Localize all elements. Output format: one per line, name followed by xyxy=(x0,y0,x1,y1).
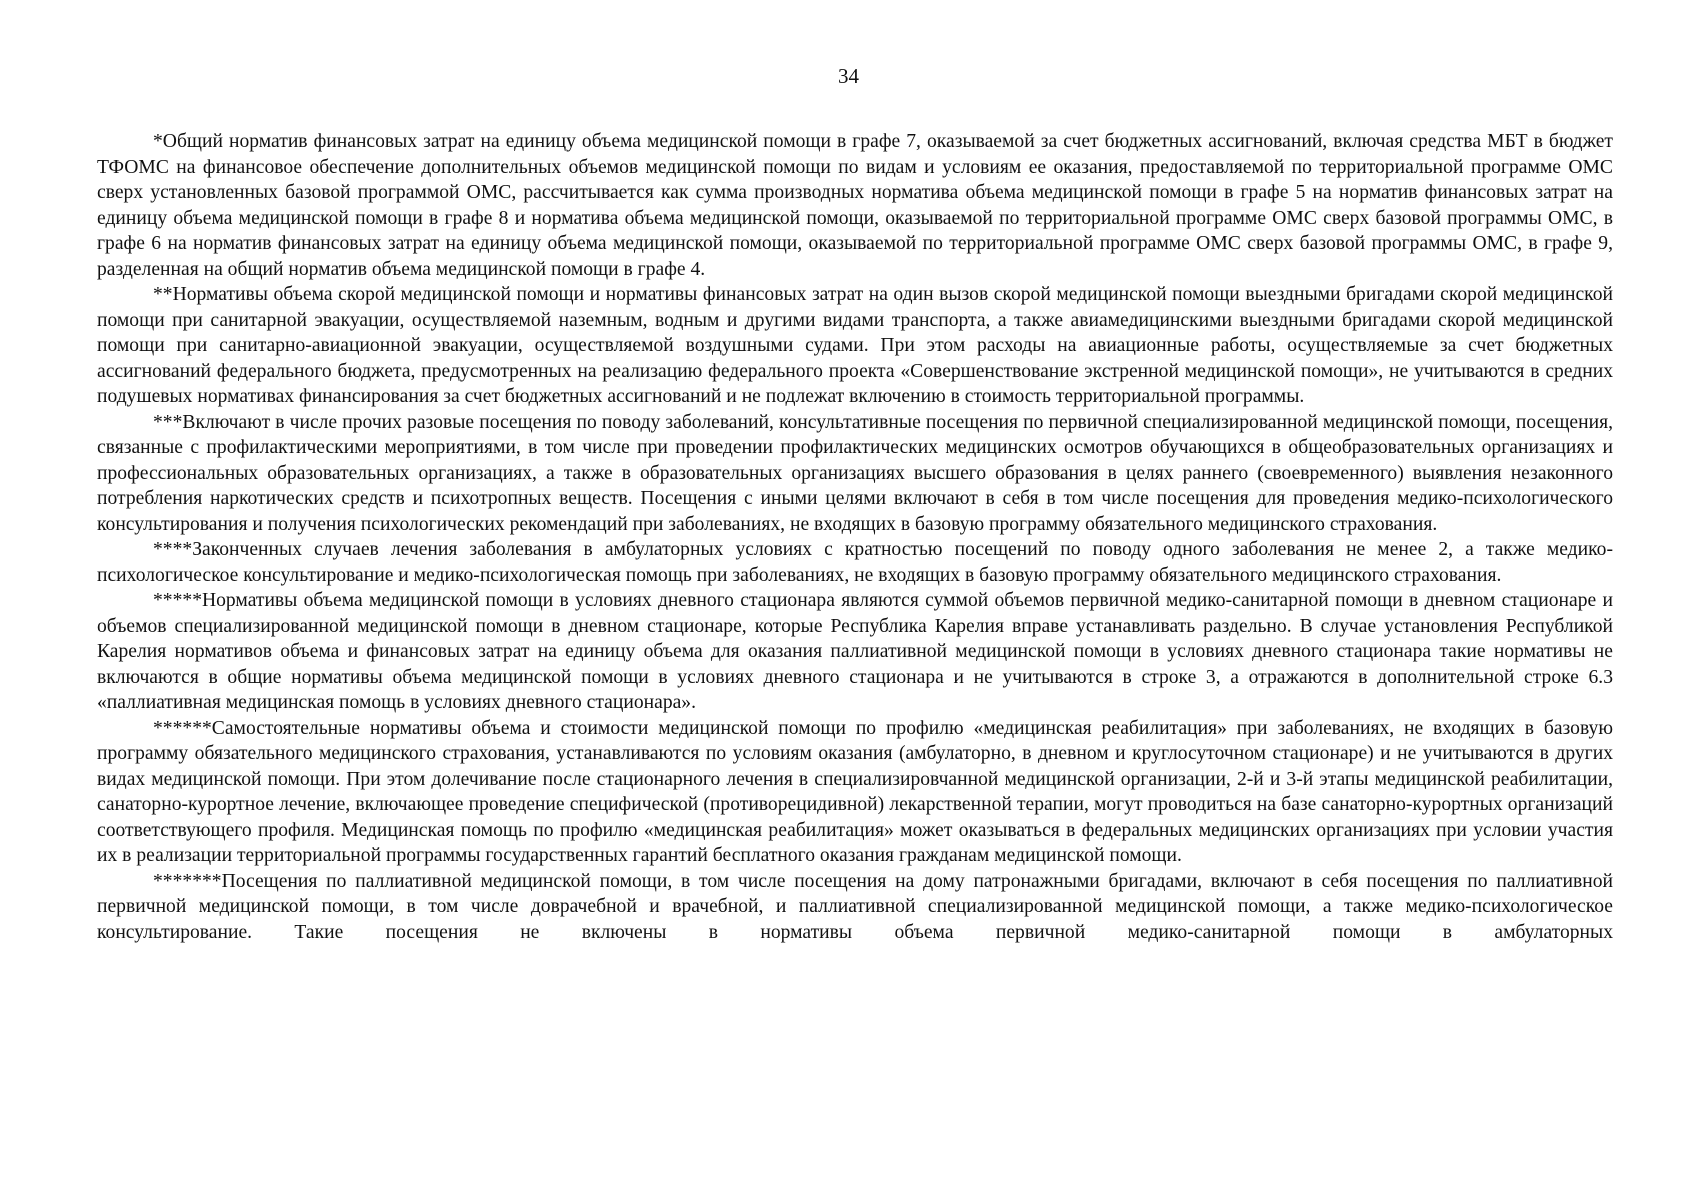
page-number: 34 xyxy=(838,64,859,88)
footnote-4: ****Законченных случаев лечения заболевания в амбулаторных условиях с кратностью посещений по поводу одного заболевания не менее 2, а также медико-психологическое консультирование и медико-психологическая помощь при заболеваниях, не входящих в базовую программу обязательного медицинского страхования. xyxy=(97,539,1613,586)
footnote-2: **Нормативы объема скорой медицинской помощи и нормативы финансовых затрат на один вызов скорой медицинской помощи выездными бригадами скорой медицинской помощи при санитарной эвакуации, осуществляемой наземным, водным и другими видами транспорта, а также авиамедицинскими выездными бригадами скорой медицинской помощи при санитарно-авиационной эвакуации, осуществляемой воздушными судами. При этом расходы на авиационные работы, осуществляемые за счет бюджетных ассигнований федерального бюджета, предусмотренных на реализацию федерального проекта «Совершенствование экстренной медицинской помощи», не учитываются в средних подушевых нормативах финансирования за счет бюджетных ассигнований и не подлежат включению в стоимость территориальной программы. xyxy=(97,284,1613,407)
footnotes-section xyxy=(97,129,1613,945)
footnote-5: *****Нормативы объема медицинской помощи в условиях дневного стационара являются суммой объемов первичной медико-санитарной помощи в дневном стационаре и объемов специализированной медицинской помощи в дневном стационаре, которые Республика Карелия вправе устанавливать раздельно. В случае установления Республикой Карелия нормативов объема и финансовых затрат на единицу объема для оказания паллиативной медицинской помощи в условиях дневного стационара такие нормативы не включаются в общие нормативы объема медицинской помощи в условиях дневного стационара и не учитываются в строке 3, а отражаются в дополнительной строке 6.3 «паллиативная медицинская помощь в условиях дневного стационара». xyxy=(97,590,1613,713)
footnote-6: ******Самостоятельные нормативы объема и стоимости медицинской помощи по профилю «медицинская реабилитация» при заболеваниях, не входящих в базовую программу обязательного медицинского страхования, устанавливаются по условиям оказания (амбулаторно, в дневном и круглосуточном стационаре) и не учитываются в других видах медицинской помощи. При этом долечивание после стационарного лечения в специализировчанной медицинской организации, 2-й и 3-й этапы медицинской реабилитации, санаторно-курортное лечение, включающее проведение специфической (противорецидивной) лекарственной терапии, могут проводиться на базе санаторно-курортных организаций соответствующего профиля. Медицинская помощь по профилю «медицинская реабилитация» может оказываться в федеральных медицинских организациях при условии участия их в реализации территориальной программы государственных гарантий бесплатного оказания гражданам медицинской помощи. xyxy=(97,717,1613,866)
footnote-7: *******Посещения по паллиативной медицинской помощи, в том числе посещения на дому патронажными бригадами, включают в себя посещения по паллиативной первичной медицинской помощи, в том числе доврачебной и врачебной, и паллиативной специализированной медицинской помощи, а также медико-психологическое консультирование. Такие посещения не включены в нормативы объема первичной медико-санитарной помощи в амбулаторных xyxy=(97,870,1613,943)
footnote-3: ***Включают в числе прочих разовые посещения по поводу заболеваний, консультативные посещения по первичной специализированной медицинской помощи, посещения, связанные с профилактическими мероприятиями, в том числе при проведении профилактических медицинских осмотров обучающихся в общеобразовательных организациях и профессиональных образовательных организациях, а также в образовательных организациях высшего образования в целях раннего (своевременного) выявления незаконного потребления наркотических средств и психотропных веществ. Посещения с иными целями включают в себя в том числе посещения для проведения медико-психологического консультирования и получения психологических рекомендаций при заболеваниях, не входящих в базовую программу обязательного медицинского страхования. xyxy=(97,411,1613,535)
footnote-1: *Общий норматив финансовых затрат на единицу объема медицинской помощи в графе 7, оказываемой за счет бюджетных ассигнований, включая средства МБТ в бюджет ТФОМС на финансовое обеспечение дополнительных объемов медицинской помощи по видам и условиям ее оказания, предоставляемой по территориальной программе ОМС сверх установленных базовой программой ОМС, рассчитывается как сумма производных норматива объема медицинской помощи в графе 5 на норматив финансовых затрат на единицу объема медицинской помощи в графе 8 и норматива объема медицинской помощи, оказываемой по территориальной программе ОМС сверх базовой программы ОМС, в графе 6 на норматив финансовых затрат на единицу объема медицинской помощи, оказываемой по территориальной программе ОМС сверх базовой программы ОМС, в графе 9, разделенная на общий норматив объема медицинской помощи в графе 4. xyxy=(97,131,1613,280)
